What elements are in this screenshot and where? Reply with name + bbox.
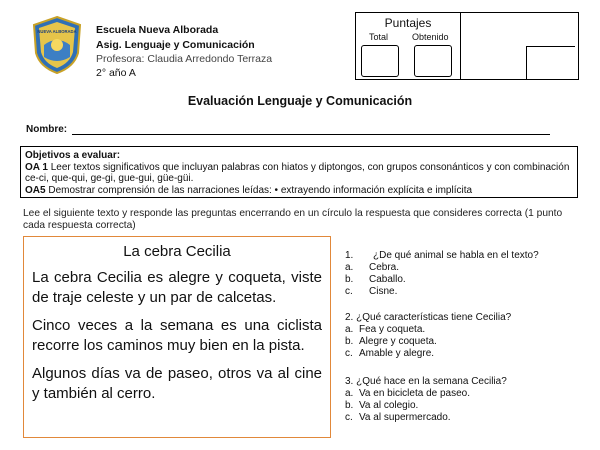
question-text: ¿Qué hace en la semana Cecilia? (356, 376, 507, 387)
grade-field[interactable] (526, 46, 575, 79)
answer-option-3b[interactable]: b. Va al colegio. (345, 400, 419, 411)
page-title: Evaluación Lenguaje y Comunicación (187, 94, 413, 108)
question-number: 3. (345, 376, 354, 387)
score-title: Puntajes (384, 16, 432, 30)
name-label: Nombre: (26, 124, 68, 135)
answer-option-2b[interactable]: b. Alegre y coqueta. (345, 336, 437, 347)
answer-option-2c[interactable]: c. Amable y alegre. (345, 348, 435, 359)
subject-name: Asig. Lenguaje y Comunicación (96, 39, 255, 51)
oa5-code: OA5 (25, 184, 46, 196)
obtained-score-field[interactable] (414, 45, 452, 77)
question-3-stem (345, 376, 507, 388)
answer-option-3a[interactable]: a. Va en bicicleta de paseo. (345, 388, 471, 399)
instruction-text: Lee el siguiente texto y responde las preguntas encerrando en un círculo la respuesta que consideres correcta (1 punto cada respuesta correcta) (23, 208, 563, 231)
teacher-name: Profesora: Claudia Arredondo Terraza (96, 53, 273, 65)
oa1-code: OA 1 (25, 161, 48, 173)
school-crest-logo (30, 15, 84, 75)
objective-oa5 (25, 185, 573, 197)
total-label: Total (369, 32, 389, 42)
grade-level: 2° año A (96, 67, 136, 79)
score-box (355, 12, 579, 80)
story-box (23, 236, 331, 438)
question-2-stem (345, 312, 511, 324)
answer-option-1c[interactable]: c. Cisne. (345, 286, 398, 297)
story-paragraph: Algunos días va de paseo, otros va al cine y también al cerro. (32, 365, 322, 402)
school-name: Escuela Nueva Alborada (96, 24, 219, 36)
question-number: 2. (345, 312, 354, 323)
objectives-heading: Objetivos a evaluar: (25, 150, 121, 161)
objective-oa1 (25, 162, 573, 185)
story-paragraph: La cebra Cecilia es alegre y coqueta, viste de traje celeste y un par de calcetas. (32, 269, 322, 306)
question-text: ¿Qué características tiene Cecilia? (356, 312, 512, 323)
name-input-line[interactable] (72, 134, 550, 135)
score-divider (460, 13, 461, 79)
answer-option-1a[interactable]: a. Cebra. (345, 262, 400, 273)
question-2 (345, 312, 511, 360)
logo-text: NUEVA ALBORADA (37, 29, 77, 34)
answer-option-1b[interactable]: b. Caballo. (345, 274, 406, 285)
question-3 (345, 376, 507, 424)
story-paragraph: Cinco veces a la semana es una ciclista recorre los caminos muy bien en la pista. (32, 317, 322, 354)
question-number: 1. (345, 250, 354, 261)
story-title: La cebra Cecilia (123, 243, 231, 260)
total-score-field[interactable] (361, 45, 399, 77)
oa5-text: Demostrar comprensión de las narraciones leídas: • extrayendo información explícita e implícita (48, 184, 473, 196)
objectives-box (20, 146, 578, 198)
question-1-stem (345, 250, 539, 262)
answer-option-3c[interactable]: c. Va al supermercado. (345, 412, 451, 423)
question-text: ¿De qué animal se habla en el texto? (373, 250, 539, 261)
answer-option-2a[interactable]: a. Fea y coqueta. (345, 324, 426, 335)
oa1-text: Leer textos significativos que incluyan palabras con hiatos y diptongos, con grupos consonánticos y con combinación ce-ci, que-qui, ge-gi, gue-gui, güe-güi. (25, 161, 570, 184)
obtained-label: Obtenido (412, 32, 449, 42)
question-1 (345, 250, 539, 298)
